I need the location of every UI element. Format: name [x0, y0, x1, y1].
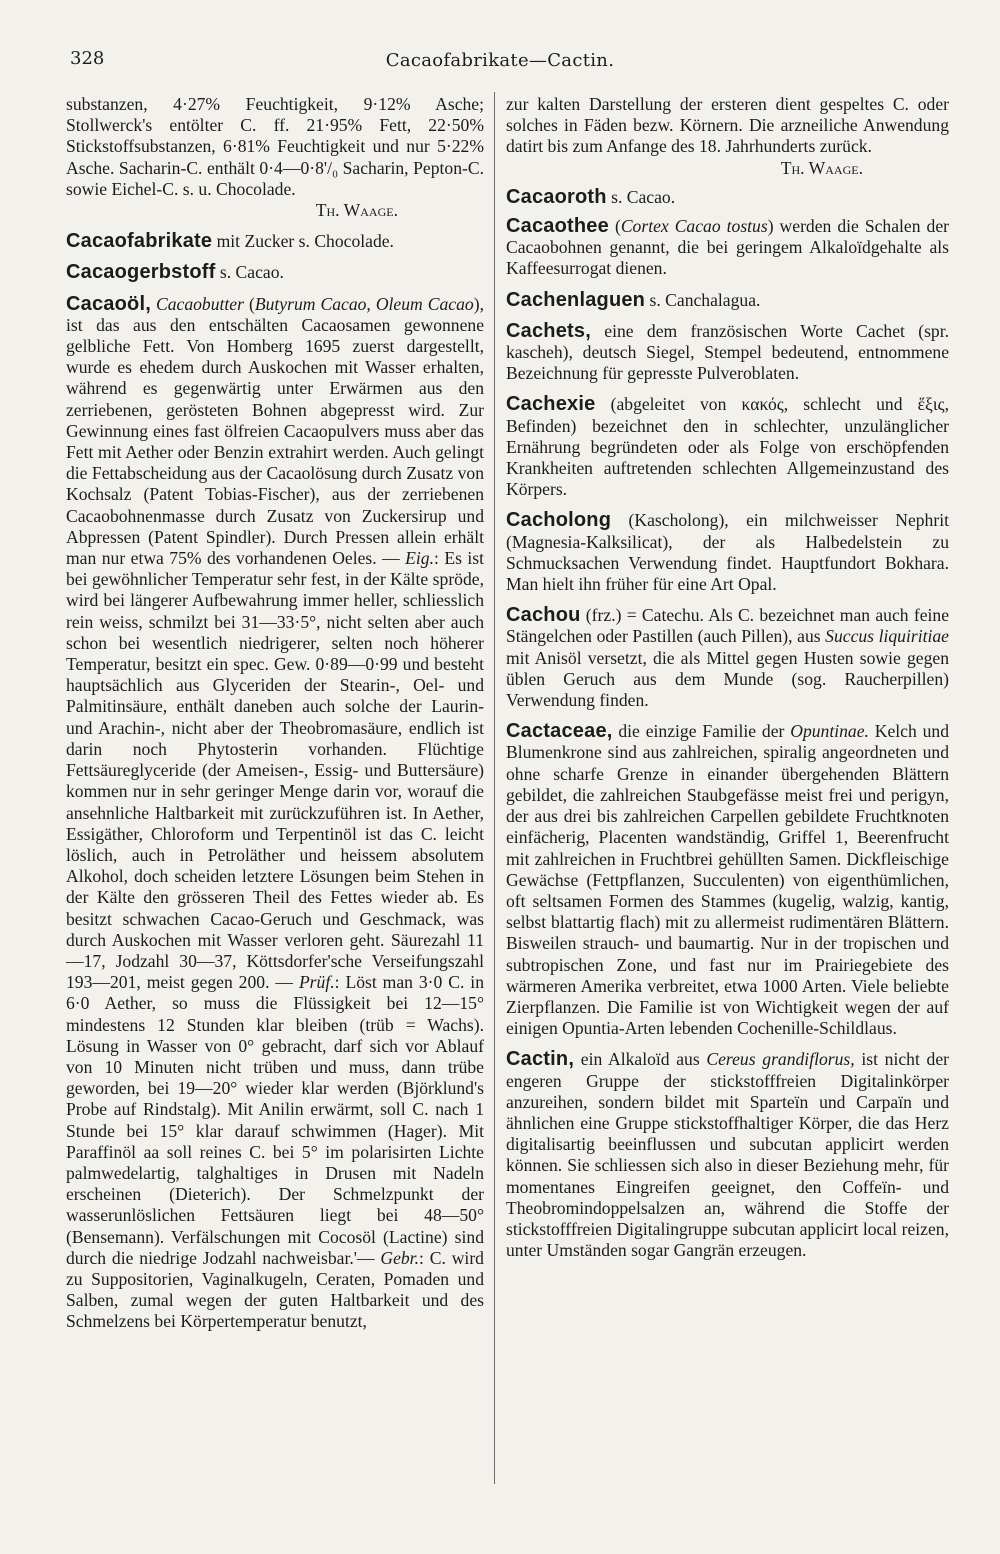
right-column [506, 94, 949, 1269]
entry-latin-name: Cortex Cacao tostus [620, 216, 768, 237]
entry-cacaogerbstoff [66, 262, 484, 283]
entry-headword: Cacaogerbstoff [66, 261, 216, 284]
entry-text: (abgeleitet von κακός, schlecht und ἕξις, Befinden) bezeichnet den in schlechter, unzulänglicher Ernährung begründeten oder als Folge von erschöpfenden Krankheiten auftretenden schlechten Allgemeinzustand des Körpers. [506, 394, 949, 500]
entry-text: Kelch und Blumenkrone sind aus zahlreichen, spiralig angeordneten und ohne scharfe Grenze in einander übergehenden Blättern gebildet, die zahlreichen Staubgefässe meist frei und perigyn, der aus drei bis zahlreichen Carpellen gebildete Fruchtknoten einfächerig, Placenten wandständig, Griffel 1, Beerenfrucht mit zahlreichen in Fruchtbrei gehüllten Samen. Dickfleischige Gewächse (Fettpflanzen, Succulenten) von eigenthümlichen, oft seltsamen Formen des Stammes (kugelig, walzig, kantig, selbst blattartig flach) mit zu allermeist rudimentären Blättern. Bisweilen strauch- und baumartig. Nur in der tropischen und subtropischen Zone, und fast nur im Prairiegebiete des wärmeren Amerika verbreitet, etwa 1000 Arten. Viele beliebte Zierpflanzen. Die Familie ist von Wichtigkeit wegen der auf einigen Opuntia-Arten lebenden Cochenille-Schildlaus. [506, 721, 949, 1039]
entry-continuation-cacaooel [506, 94, 949, 179]
entry-headword: Cactaceae, [506, 720, 613, 743]
entry-text: : Löst man 3·0 C. in 6·0 Aether, so muss die Flüssigkeit bei 12—15° mindestens 12 Stunden klar bleiben (trüb = Wachs). Lösung in Wasser von 0° gebracht, darf sich vor Ablauf von 10 Minuten nicht trüben und muss, dann trübe geworden, bei 19—20° wieder klar werden (Björklund's Probe auf Rindstalg). Mit Anilin erwärmt, soll C. nach 1 Stunde bei 15° klar darauf schwimmen (Hager). Mit Paraffinöl aa soll reines C. bei 5° im polarisirten Lichte palmwedelartig, talghaltiges in Drusen mit Nadeln erscheinen (Dieterich). Der Schmelzpunkt der wasserunlöslichen Fettsäuren liegt bei 48—50° (Bensemann). Verfälschungen mit Cocosöl (Lactine) sind durch die niedrige Jodzahl nachweisbar.'— [66, 972, 484, 1268]
entry-latin-name: Cereus grandiflorus, [706, 1049, 855, 1070]
column-divider [494, 92, 495, 1484]
entry-cacaooel [66, 294, 484, 1333]
entry-text: ), ist das aus den entschälten Cacaosamen gewonnene gelbliche Fett. Von Homberg 1695 zuerst dargestellt, wurde es ehedem durch Auskochen mit Wasser erhalten, während es gegenwärtig unter Erwärmen aus den zerriebenen, gerösteten Bohnen abgepresst wird. Zur Gewinnung eines fast ölfreien Cacaopulvers muss aber das Fett mit Aether oder Benzin extrahirt werden. Auch gelingt die Fettabscheidung aus der Cacaolösung durch Zusatz von Kochsalz (Patent Tobias-Fischer), aus der zerriebenen Cacaobohnenmasse durch Zusatz von Zuckersirup und Abpressen (Patent Spindler). Durch Pressen allein erhält man nur etwa 75% des vorhandenen Oeles. — [66, 293, 484, 569]
entry-latin-name: Butyrum Cacao, Oleum Cacao [254, 293, 474, 314]
entry-text: : C. wird zu Suppositorien, Vaginalkugeln, Ceraten, Pomaden und Salben, zumal wegen der guten Haltbarkeit und des Schmelzens bei Körpertemperatur benutzt, [66, 1247, 484, 1332]
entry-text: s. Canchalagua. [645, 289, 761, 310]
entry-text: ) werden die Schalen der Cacaobohnen genannt, die bei geringem Alkaloïdgehalte als Kaffeesurrogat dienen. [506, 216, 949, 279]
entry-cacholong [506, 510, 949, 595]
entry-text: ist nicht der engeren Gruppe der stickstofffreien Digitalinkörper anzureihen, sondern bildet mit Sparteïn und Carpaïn und ähnlichen eine Gruppe stickstoffhaltiger Körper, die das Herz digitalisartig beeinflussen und subcutan applicirt werden können. Sie schliessen sich also in dieser Beziehung mehr, für momentanes Eingreifen geeignet, den Coffeïn- und Theobromindoppelsalzen an, während die Stoffe der stickstofffreien Digitalingruppe subcutan applicirt local reizen, unter Umständen sogar Gangrän erzeugen. [506, 1049, 949, 1261]
entry-synonym: Cacaobutter [156, 293, 244, 314]
entry-text: die einzige Familie der [612, 721, 791, 742]
entry-continuation-cacao [66, 94, 484, 221]
entry-headword: Cachenlaguen [506, 288, 646, 311]
section-label-pruef: Prüf. [298, 972, 335, 993]
entry-cactin [506, 1049, 949, 1261]
entry-cacaofabrikate [66, 231, 484, 252]
section-label-gebr: Gebr. [380, 1247, 419, 1268]
entry-headword: Cacaoroth [506, 185, 607, 208]
entry-headword: Cachou [506, 604, 581, 627]
entry-cactaceae [506, 721, 949, 1039]
entry-headword: Cacaofabrikate [66, 230, 213, 253]
entry-cachenlaguen [506, 290, 949, 311]
entry-text: mit Zucker s. Chocolade. [212, 231, 394, 252]
page-number: 328 [70, 48, 105, 69]
entry-text: ( [243, 293, 255, 314]
entry-headword: Cactin, [506, 1048, 575, 1071]
entry-text: ( [608, 216, 621, 237]
entry-cacaothee [506, 216, 949, 280]
section-label-eig: Eig. [405, 548, 434, 569]
entry-text: zur kalten Darstellung der ersteren dient gespeltes C. oder solches in Fäden bezw. Körnern. Die arzneiliche Anwendung datirt bis zum Anfange des 18. Jahrhunderts zurück. [506, 94, 949, 157]
entry-cacaoroth [506, 187, 949, 208]
entry-cachets [506, 321, 949, 385]
running-head: Cacaofabrikate—Cactin. [385, 50, 615, 71]
entry-text: (frz.) = Catechu. Als C. bezeichnet man auch feine Stängelchen oder Pastillen (auch Pillen), aus [506, 605, 949, 647]
entry-text: (Kascholong), ein milchweisser Nephrit (Magnesia-Kalksilicat), der als Halbedelstein zu Schmucksachen Verwendung findet. Hauptfundort Bokhara. Man hielt ihn früher für eine Art Opal. [506, 510, 949, 595]
entry-text: mit Anisöl versetzt, die als Mittel gegen Husten sowie gegen üblen Geruch aus dem Munde (sog. Raucherpillen) Verwendung finden. [506, 647, 949, 711]
author-signature: Th. Waage. [780, 157, 863, 178]
entry-headword: Cacaothee [506, 215, 609, 238]
author-signature: Th. Waage. [315, 200, 398, 221]
entry-text: substanzen, 4·27% Feuchtigkeit, 9·12% Asche; Stollwerck's entölter C. ff. 21·95% Fett, 22·50% Stickstoffsubstanzen, 6·81% Feuchtigkeit und nur 5·22% Asche. Sacharin-C. enthält 0·4—0·8'/₀ Sacharin, Pepton-C. sowie Eichel-C. s. u. Chocolade. [66, 94, 484, 199]
entry-text: : Es ist bei gewöhnlicher Temperatur sehr fest, in der Kälte spröde, wird bei längerer Aufbewahrung immer heller, schliesslich rein weiss, schmilzt bei 31—33·5°, nicht selten aber auch schon bei wesentlich niedrigerer, selten noch höherer Temperatur, besitzt ein spec. Gew. 0·89—0·99 und besteht hauptsächlich aus Glyceriden der Stearin-, Oel- und Palmitinsäure, enthält daneben auch solche der Laurin- und Arachin-, nicht aber der Theobromasäure, endlich ist darin noch Phytosterin vorhanden. Flüchtige Fettsäureglyceride (der Ameisen-, Essig- und Buttersäure) kommen nur in sehr geringer Menge darin vor, worauf die ansehnliche Haltbarkeit mit zurückzuführen ist. In Aether, Essigäther, Chloroform und Terpentinöl ist das C. leicht löslich, auch in Petroläther und heissem absolutem Alkohol, doch scheiden letztere Lösungen beim Stehen in der Kälte den grösseren Theil des Fettes wieder ab. Es besitzt schwachen Cacao-Geruch und Geschmack, was durch Auskochen mit Wasser verloren geht. Säurezahl 11—17, Jodzahl 30—37, Köttsdorfer'sche Verseifungszahl 193—201, meist gegen 200. — [66, 548, 484, 993]
entry-headword: Cachexie [506, 393, 596, 416]
entry-headword: Cacaoöl, [66, 292, 151, 315]
entry-headword: Cacholong [506, 509, 612, 532]
entry-cachou [506, 605, 949, 711]
entry-latin-name: Succus liquiritiae [825, 626, 949, 647]
entry-text: ein Alkaloïd aus [574, 1049, 707, 1070]
entry-text: s. Cacao. [606, 186, 676, 207]
entry-text: eine dem französischen Worte Cachet (spr. kascheh), deutsch Siegel, Stempel bedeutend, entnommene Bezeichnung für gepresste Pulveroblaten. [506, 320, 949, 384]
entry-headword: Cachets, [506, 319, 591, 342]
entry-cachexie [506, 394, 949, 500]
entry-text: s. Cacao. [215, 262, 284, 283]
entry-latin-name: Opuntinae. [790, 721, 869, 742]
left-column [66, 94, 484, 1341]
